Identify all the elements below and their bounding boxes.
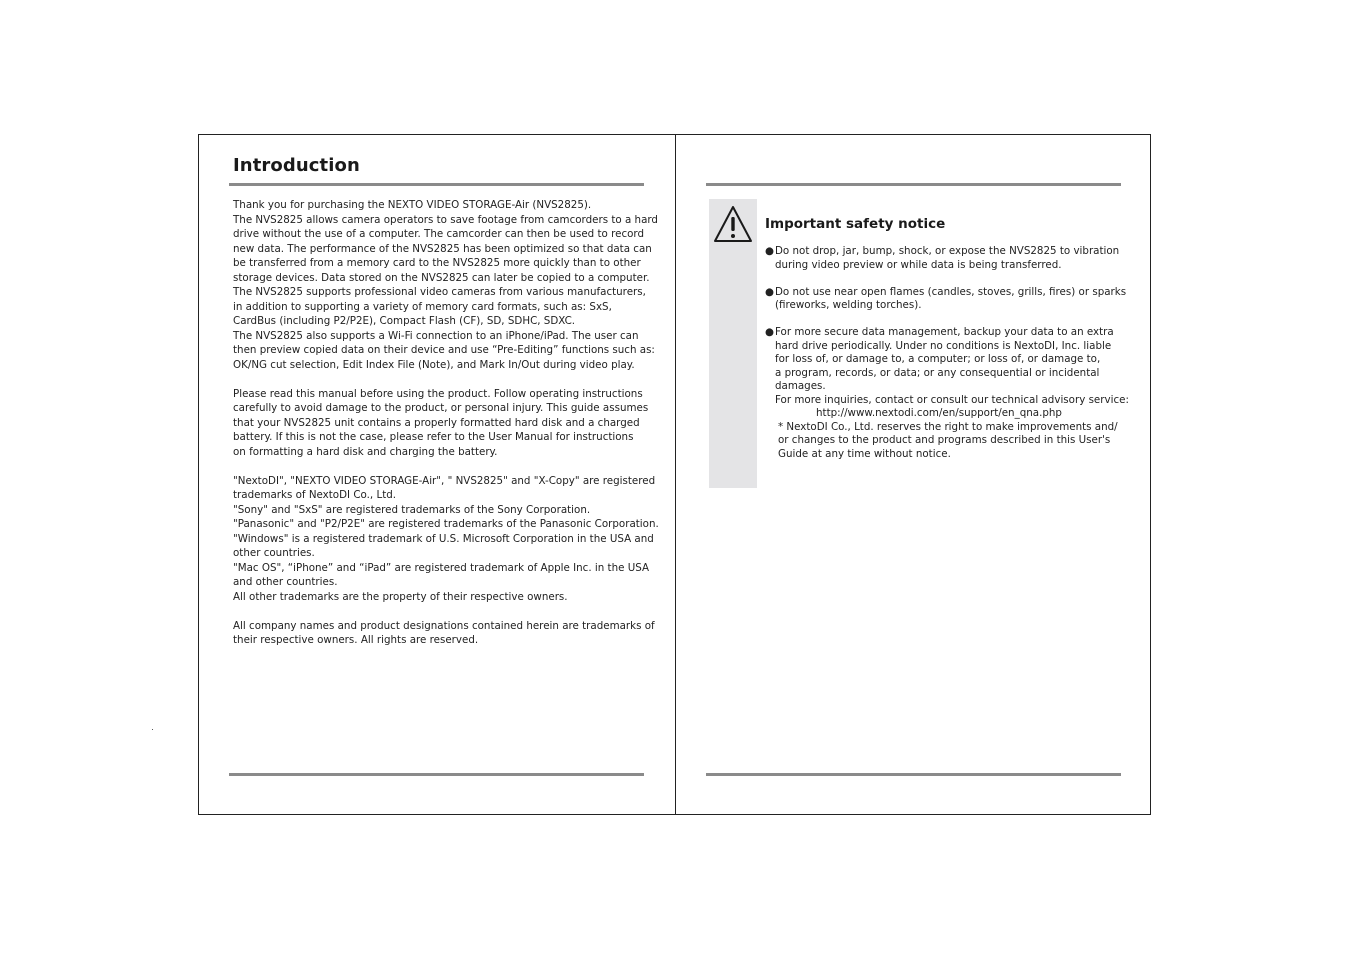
text-line: * NextoDI Co., Ltd. reserves the right to make improvements and/ [778, 420, 1118, 433]
text-line: carefully to avoid damage to the product, or personal injury. This guide assumes [233, 402, 649, 414]
text-line: drive without the use of a computer. The camcorder can then be used to record [233, 228, 644, 240]
safety-notice-list [765, 245, 1135, 461]
text-line: that your NVS2825 unit contains a properly formatted hard disk and a charged [233, 416, 640, 429]
bullet-dot: ● [765, 245, 774, 257]
text-line: For more inquiries, contact or consult our technical advisory service: [775, 393, 1129, 406]
text-line: "Windows" is a registered trademark of U.S. Microsoft Corporation in the USA and [233, 532, 654, 545]
support-url: http://www.nextodi.com/en/support/en_qna.php [816, 407, 1062, 419]
text-line: be transferred from a memory card to the NVS2825 more quickly than to other [233, 257, 641, 269]
text-line: Do not use near open flames (candles, stoves, grills, fires) or sparks [775, 285, 1127, 298]
text-line: storage devices. Data stored on the NVS2825 can later be copied to a computer. [233, 271, 650, 284]
paragraph-gap [233, 372, 653, 387]
page-divider [675, 135, 676, 814]
text-line: a program, records, or data; or any consequential or incidental [775, 366, 1100, 379]
text-line: Thank you for purchasing the NEXTO VIDEO STORAGE-Air (NVS2825). [233, 199, 592, 211]
text-line: hard drive periodically. Under no conditions is NextoDI, Inc. liable [775, 339, 1112, 352]
text-line: battery. If this is not the case, please refer to the User Manual for instructions [233, 431, 634, 443]
intro-paragraph-2 [233, 387, 653, 460]
list-item [765, 245, 1135, 272]
text-line: "Panasonic" and "P2/P2E" are registered trademarks of the Panasonic Corporation. [233, 518, 659, 530]
text-line: damages. [775, 380, 826, 392]
stray-mark [152, 729, 153, 730]
trademark-paragraph [233, 474, 659, 605]
bottom-rule-left [229, 773, 644, 776]
text-line: new data. The performance of the NVS2825 has been optimized so that data can [233, 242, 652, 255]
disclaimer-note [765, 421, 1135, 462]
top-rule-right [706, 183, 1121, 186]
paragraph-gap [233, 604, 653, 619]
text-line: Do not drop, jar, bump, shock, or expose the NVS2825 to vibration [775, 245, 1120, 257]
text-line: trademarks of NextoDI Co., Ltd. [233, 489, 397, 501]
text-line: and other countries. [233, 576, 338, 588]
text-line: their respective owners. All rights are reserved. [233, 634, 479, 646]
text-line: The NVS2825 supports professional video cameras from various manufacturers, [233, 286, 646, 298]
list-item [765, 326, 1135, 421]
text-line: Please read this manual before using the product. Follow operating instructions [233, 387, 643, 400]
text-line: in addition to supporting a variety of memory card formats, such as: SxS, [233, 300, 612, 313]
text-line: All other trademarks are the property of their respective owners. [233, 590, 568, 603]
text-line: then preview copied data on their device and use “Pre-Editing” functions such as: [233, 344, 655, 356]
intro-paragraph-1 [233, 198, 658, 372]
rights-paragraph [233, 619, 653, 648]
bullet-dot: ● [765, 326, 774, 338]
text-line: during video preview or while data is being transferred. [775, 258, 1062, 271]
page-title: Introduction [233, 155, 360, 176]
text-line: The NVS2825 allows camera operators to save footage from camcorders to a hard [233, 213, 658, 226]
safety-notice-title: Important safety notice [765, 216, 946, 232]
text-line: For more secure data management, backup your data to an extra [775, 326, 1114, 338]
manual-spread [198, 134, 1151, 815]
paragraph-gap [233, 459, 653, 474]
text-line: (fireworks, welding torches). [775, 299, 922, 311]
bottom-rule-right [706, 773, 1121, 776]
text-line: on formatting a hard disk and charging the battery. [233, 445, 498, 458]
top-rule-left [229, 183, 644, 186]
text-line: CardBus (including P2/P2E), Compact Flash (CF), SD, SDHC, SDXC. [233, 315, 576, 327]
text-line: The NVS2825 also supports a Wi-Fi connection to an iPhone/iPad. The user can [233, 329, 639, 342]
text-line: All company names and product designations contained herein are trademarks of [233, 619, 655, 632]
text-line: OK/NG cut selection, Edit Index File (Note), and Mark In/Out during video play. [233, 358, 635, 371]
text-line: "NextoDI", "NEXTO VIDEO STORAGE-Air", " NVS2825" and "X-Copy" are registered [233, 474, 656, 487]
list-item [765, 286, 1135, 313]
warning-triangle-icon [713, 205, 753, 243]
bullet-dot: ● [765, 285, 774, 298]
text-line: other countries. [233, 547, 315, 559]
text-line: Guide at any time without notice. [778, 447, 951, 460]
text-line: "Sony" and "SxS" are registered trademarks of the Sony Corporation. [233, 503, 591, 516]
text-line: or changes to the product and programs described in this User's [778, 434, 1111, 446]
text-line: for loss of, or damage to, a computer; or loss of, or damage to, [775, 353, 1101, 365]
introduction-body [233, 198, 659, 648]
text-line: "Mac OS", “iPhone” and “iPad” are registered trademark of Apple Inc. in the USA [233, 561, 650, 574]
